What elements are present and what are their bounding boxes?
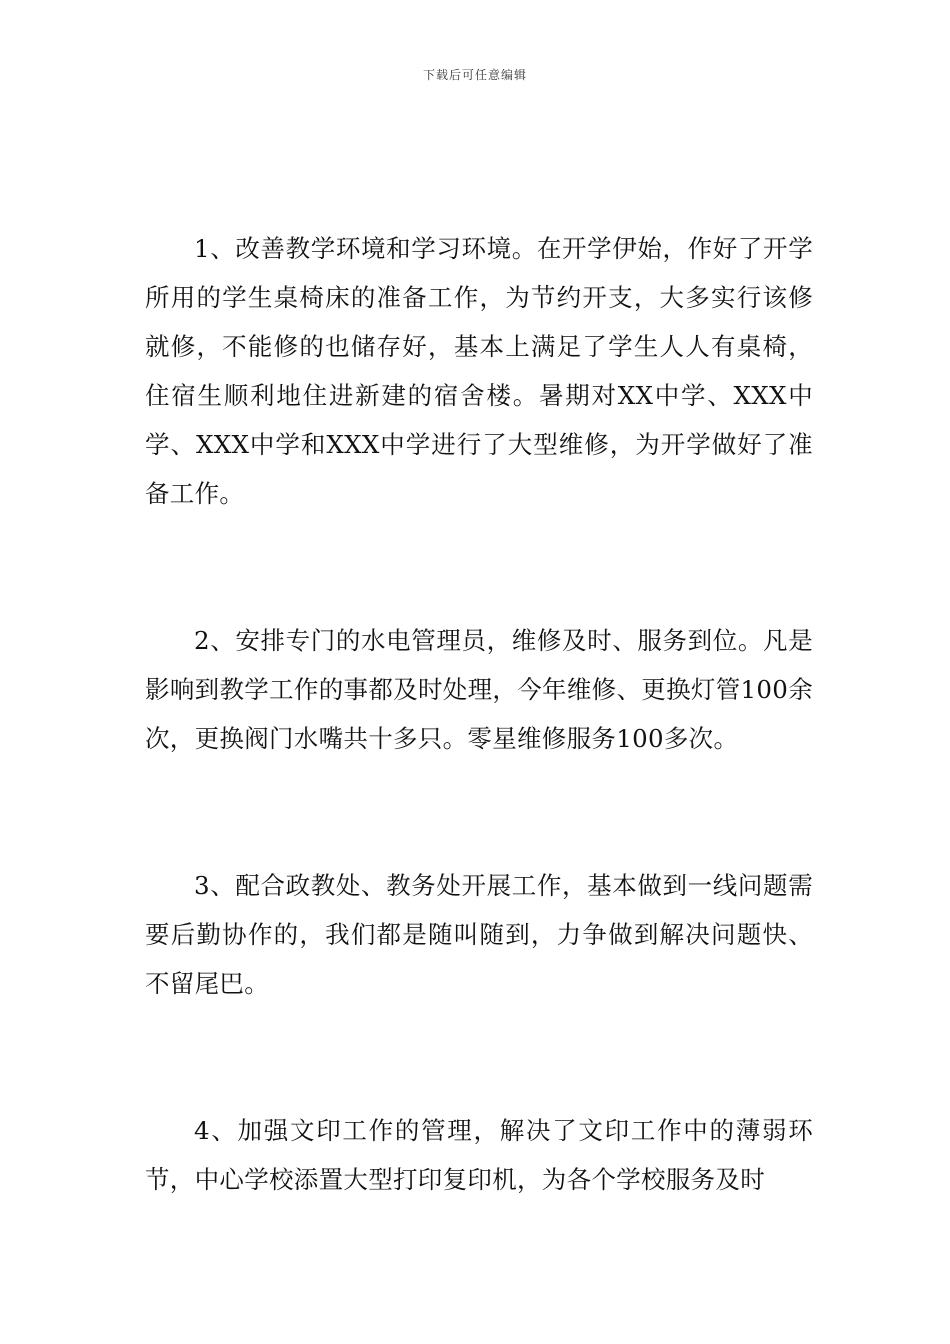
document-body: [145, 224, 813, 1204]
page-header-note: 下载后可任意编辑: [422, 68, 527, 82]
paragraph-2: 2、安排专门的水电管理员，维修及时、服务到位。凡是影响到教学工作的事都及时处理，今年维修、更换灯管100余次，更换阀门水嘴共十多只。零星维修服务100多次。: [145, 626, 813, 753]
paragraph-1: 1、改善教学环境和学习环境。在开学伊始，作好了开学所用的学生桌椅床的准备工作，为节约开支，大多实行该修就修，不能修的也储存好，基本上满足了学生人人有桌椅，住宿生顺利地住进新建的宿舍楼。暑期对XX中学、XXX中学、XXX中学和XXX中学进行了大型维修，为开学做好了准备工作。: [145, 234, 813, 508]
paragraph-4: 4、加强文印工作的管理，解决了文印工作中的薄弱环节，中心学校添置大型打印复印机，为各个学校服务及时: [145, 1116, 813, 1194]
paragraph-3: 3、配合政教处、教务处开展工作，基本做到一线问题需要后勤协作的，我们都是随叫随到，力争做到解决问题快、不留尾巴。: [145, 871, 813, 998]
